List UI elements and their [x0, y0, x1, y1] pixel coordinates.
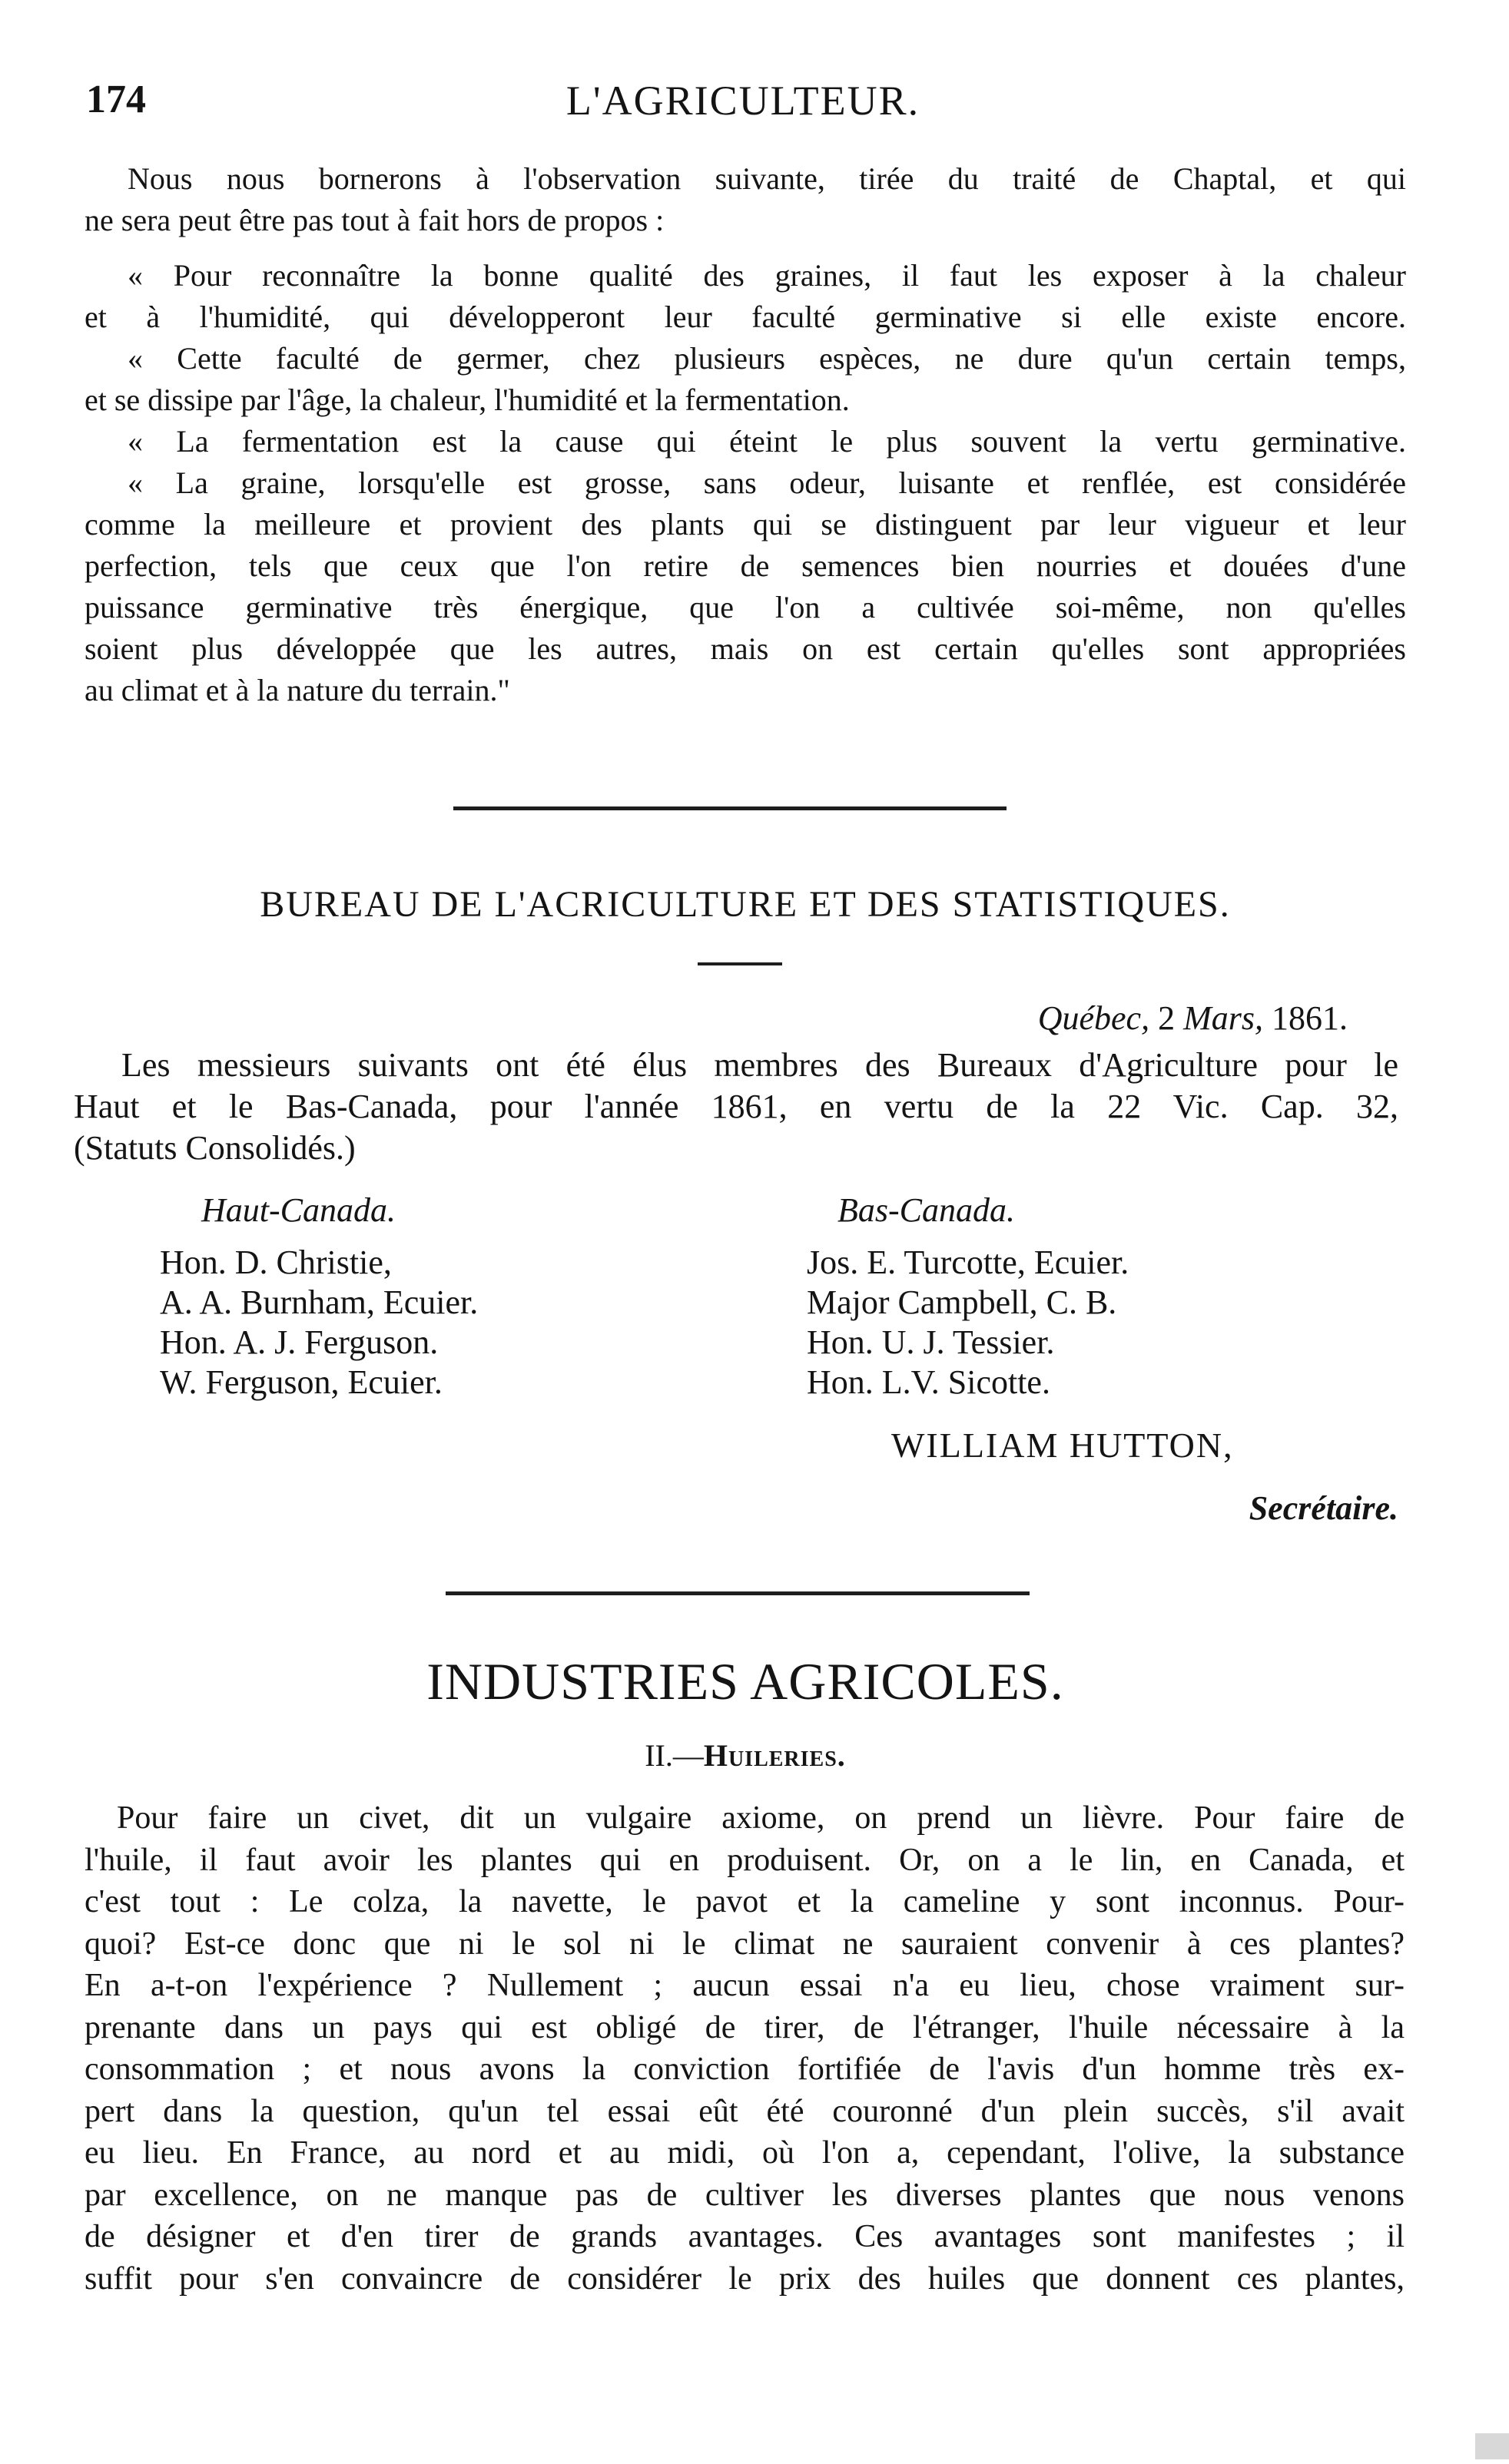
text-line: par excellence, on ne manque pas de cultiver les diverses plantes que nous venons	[85, 2177, 1405, 2213]
dateline-day: 2	[1149, 999, 1184, 1037]
text-line: eu lieu. En France, au nord et au midi, où l'on a, cependant, l'olive, la substance	[85, 2135, 1405, 2171]
bureau-intro	[74, 1045, 1398, 1169]
upper-canada-members	[160, 1243, 478, 1403]
industries-body	[85, 1797, 1405, 2300]
text-line: Pour faire un civet, dit un vulgaire axiome, on prend un lièvre. Pour faire de	[117, 1800, 1405, 1836]
text-line: l'huile, il faut avoir les plantes qui en produisent. Or, on a le lin, en Canada, et	[85, 1842, 1405, 1878]
text-line: c'est tout : Le colza, la navette, le pavot et la cameline y sont inconnus. Pour-	[85, 1884, 1405, 1919]
text-line: « Cette faculté de germer, chez plusieurs espèces, ne dure qu'un certain temps,	[128, 341, 1406, 376]
member-name: W. Ferguson, Ecuier.	[160, 1363, 443, 1401]
signatory-name: WILLIAM HUTTON,	[891, 1426, 1234, 1465]
text-line: « La graine, lorsqu'elle est grosse, sans odeur, luisante et renflée, est considérée	[128, 465, 1406, 500]
text-line: perfection, tels que ceux que l'on retire de semences bien nourries et douées d'une	[85, 548, 1406, 583]
upper-canada-heading: Haut-Canada.	[201, 1191, 396, 1229]
text-line: Haut et le Bas-Canada, pour l'année 1861, en vertu de la 22 Vic. Cap. 32,	[74, 1088, 1398, 1125]
text-line: « La fermentation est la cause qui éteint le plus souvent la vertu germinative.	[128, 424, 1406, 459]
section-divider	[453, 806, 1007, 810]
member-name: Hon. U. J. Tessier.	[807, 1323, 1055, 1361]
text-line: consommation ; et nous avons la conviction fortifiée de l'avis d'un homme très ex-	[85, 2052, 1405, 2087]
text-line: et se dissipe par l'âge, la chaleur, l'humidité et la fermentation.	[85, 383, 850, 417]
scan-edge-mark	[1475, 2433, 1509, 2459]
industries-title: INDUSTRIES AGRICOLES.	[426, 1652, 1064, 1711]
member-name: Hon. A. J. Ferguson.	[160, 1323, 439, 1361]
dateline-year: 1861.	[1263, 999, 1348, 1037]
running-title: L'AGRICULTEUR.	[565, 78, 920, 124]
text-line: prenante dans un pays qui est obligé de tirer, de l'étranger, l'huile nécessaire à la	[85, 2009, 1405, 2045]
text-line: Nous nous bornerons à l'observation suivante, tirée du traité de Chaptal, et qui	[128, 161, 1406, 196]
text-line: au climat et à la nature du terrain."	[85, 673, 510, 707]
chaptal-quote	[85, 158, 1406, 711]
text-line: « Pour reconnaître la bonne qualité des graines, il faut les exposer à la chaleur	[128, 258, 1406, 293]
member-name: Hon. D. Christie,	[160, 1244, 392, 1281]
lower-canada-members	[807, 1243, 1129, 1403]
running-header	[86, 77, 1400, 131]
member-name: Jos. E. Turcotte, Ecuier.	[807, 1244, 1129, 1281]
section-divider	[446, 1591, 1030, 1595]
signatory-role: Secrétaire.	[1249, 1489, 1398, 1527]
text-line: Les messieurs suivants ont été élus membres des Bureaux d'Agriculture pour le	[121, 1046, 1398, 1084]
bureau-heading: BUREAU DE L'ACRICULTURE ET DES STATISTIQUES.	[260, 884, 1231, 925]
text-line: En a-t-on l'expérience ? Nullement ; aucun essai n'a eu lieu, chose vraiment sur-	[85, 1968, 1405, 2003]
dateline-month: Mars,	[1183, 999, 1263, 1037]
lower-canada-heading: Bas-Canada.	[837, 1191, 1015, 1229]
text-line: suffit pour s'en convaincre de considérer le prix des huiles que donnent ces plantes,	[85, 2260, 1405, 2297]
text-line: pert dans la question, qu'un tel essai eût été couronné d'un plein succès, s'il avait	[85, 2093, 1405, 2129]
short-divider	[698, 962, 782, 965]
text-line: (Statuts Consolidés.)	[74, 1129, 356, 1167]
text-line: quoi? Est-ce donc que ni le sol ni le climat ne sauraient convenir à ces plantes?	[85, 1926, 1405, 1962]
page-number: 174	[86, 78, 146, 121]
text-line: comme la meilleure et provient des plants qui se distinguent par leur vigueur et leur	[85, 507, 1406, 541]
dateline-place: Québec,	[1037, 999, 1150, 1037]
member-name: A. A. Burnham, Ecuier.	[160, 1283, 479, 1321]
text-line: ne sera peut être pas tout à fait hors de propos :	[85, 203, 665, 237]
member-name: Hon. L.V. Sicotte.	[807, 1363, 1050, 1401]
text-line: de désigner et d'en tirer de grands avantages. Ces avantages sont manifestes ; il	[85, 2219, 1405, 2254]
dateline	[1038, 999, 1348, 1038]
text-line: et à l'humidité, qui développeront leur faculté germinative si elle existe encore.	[85, 300, 1406, 334]
subtitle-text: Huileries.	[703, 1738, 846, 1773]
subtitle-number: II.—	[645, 1738, 704, 1773]
text-line: soient plus développée que les autres, mais on est certain qu'elles sont appropriées	[85, 631, 1406, 666]
industries-subtitle	[85, 1737, 1406, 1773]
text-line: puissance germinative très énergique, que l'on a cultivée soi-même, non qu'elles	[85, 590, 1406, 624]
member-name: Major Campbell, C. B.	[807, 1283, 1117, 1321]
